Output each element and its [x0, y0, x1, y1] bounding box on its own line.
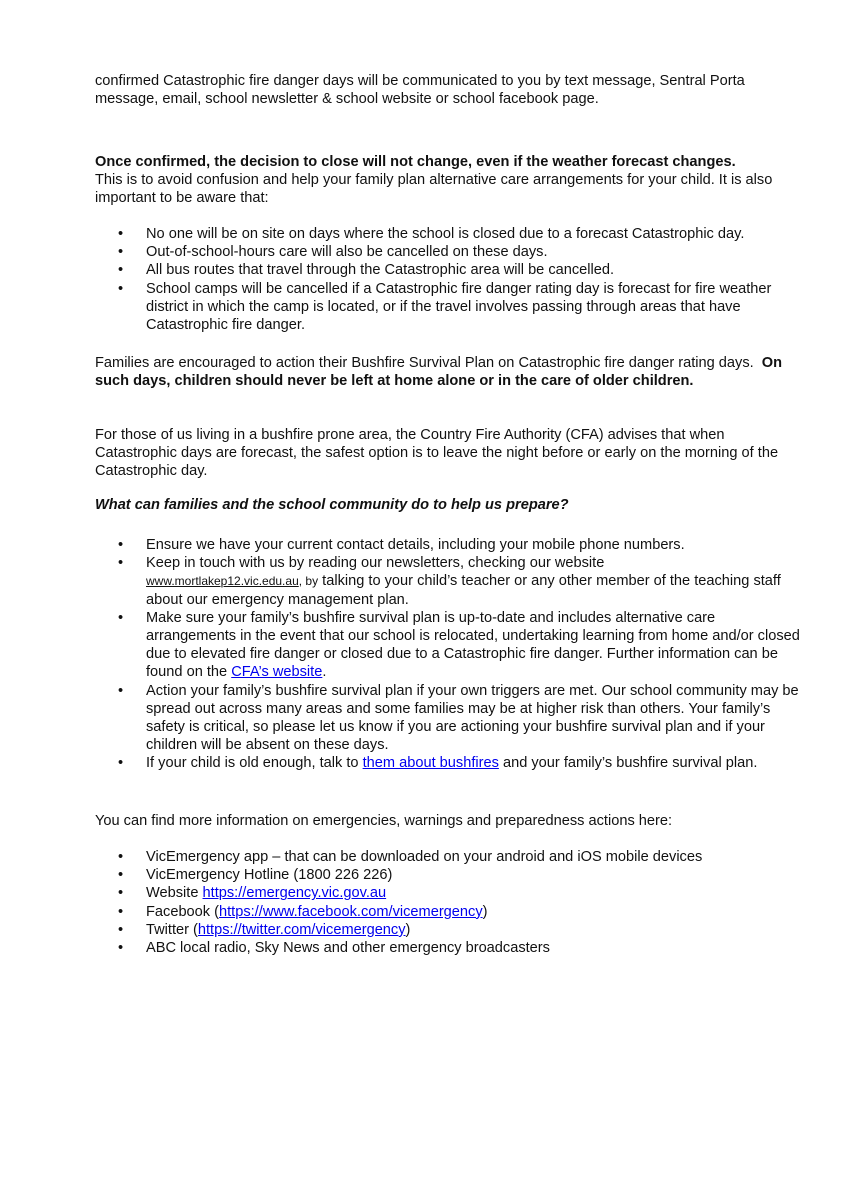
list-item: [95, 903, 807, 921]
list-item: [95, 554, 807, 609]
more-info-paragraph: You can find more information on emergencies, warnings and preparedness actions here:: [95, 813, 673, 829]
facebook-link[interactable]: https://www.facebook.com/vicemergency: [219, 903, 483, 920]
twitter-link[interactable]: https://twitter.com/vicemergency: [197, 921, 406, 938]
list-item-text: If your child is old enough, talk to: [146, 755, 359, 772]
list-item-text: and your family’s bushfire survival plan.: [502, 755, 758, 772]
list-item: • School camps will be cancelled if a Catastrophic fire danger rating day is forecast for fire weather district in which the camp is located, or if the travel involves passing through areas that have Catastrophic fire danger.: [95, 280, 807, 335]
list-item-text: Twitter (: [146, 921, 198, 938]
list-item-text: Keep in touch with us by reading our newsletters, checking our website: [146, 555, 605, 572]
school-website-link-wrap: [146, 574, 318, 588]
list-item-text: .: [322, 664, 327, 681]
list-item-text: Make sure your family’s bushfire survival plan is up-to-date and includes alternative care arrangements in the event that our school is relocated, undertaking learning from home and/or closed due to elevated fire danger or closed due to a Catastrophic fire danger. Further information can be found on the: [146, 609, 800, 681]
list-item: • Action your family’s bushfire survival plan if your own triggers are met. Our school community may be spread out across many areas and some families may be at higher risk than others. Your family’s safety is critical, so please let us know if you are actioning your bushfire survival plan and if your children will be absent on these days.: [95, 682, 807, 755]
aware-list: [95, 225, 807, 334]
list-item: [95, 921, 807, 939]
list-item-text: talking to your child’s teacher or any other member of the teaching staff about our emergency management plan.: [146, 573, 781, 608]
confirmed-paragraph: [95, 153, 807, 208]
list-item: • ABC local radio, Sky News and other emergency broadcasters: [95, 939, 807, 957]
families-text: Families are encouraged to action their Bushfire Survival Plan on Catastrophic fire danger rating days.: [95, 355, 754, 371]
list-item-text: , by: [298, 574, 319, 589]
list-item: • Ensure we have your current contact details, including your mobile phone numbers.: [95, 536, 807, 554]
resources-list: [95, 848, 807, 957]
families-paragraph: [95, 354, 807, 390]
confirmed-rest-text: This is to avoid confusion and help your family plan alternative care arrangements for your child. It is also important to be aware that:: [95, 172, 773, 207]
cfa-website-link[interactable]: CFA’s website: [231, 664, 323, 681]
bushfires-link[interactable]: them about bushfires: [362, 755, 499, 772]
cfa-paragraph: For those of us living in a bushfire prone area, the Country Fire Authority (CFA) advises that when Catastrophic days are forecast, the safest option is to leave the night before or early on the morning of the Catastrophic day.: [95, 427, 779, 480]
list-item-text: ): [405, 921, 411, 938]
list-item: [95, 884, 807, 902]
intro-paragraph: confirmed Catastrophic fire danger days will be communicated to you by text message, Sentral Porta message, email, school newsletter & school website or school facebook page.: [95, 73, 745, 108]
prepare-list: [95, 536, 807, 773]
list-item: • Out-of-school-hours care will also be cancelled on these days.: [95, 243, 807, 261]
list-item: • VicEmergency app – that can be downloaded on your android and iOS mobile devices: [95, 848, 807, 866]
list-item: • No one will be on site on days where the school is closed due to a forecast Catastrophic day.: [95, 225, 807, 243]
confirmed-bold-text: Once confirmed, the decision to close will not change, even if the weather forecast changes.: [95, 154, 736, 170]
list-item: [95, 609, 807, 682]
prepare-heading: What can families and the school community do to help us prepare?: [95, 497, 569, 513]
list-item-text: Website: [146, 885, 199, 902]
list-item-text: Facebook (: [146, 903, 220, 920]
list-item: • All bus routes that travel through the Catastrophic area will be cancelled.: [95, 261, 807, 279]
emergency-website-link[interactable]: https://emergency.vic.gov.au: [202, 885, 387, 902]
families-bold-text: On such days, children should never be left at home alone or in the care of older children.: [95, 355, 783, 390]
list-item-text: ): [482, 903, 488, 920]
school-website-link[interactable]: www.mortlakep12.vic.edu.au: [146, 574, 299, 589]
list-item: [95, 754, 807, 772]
list-item: • VicEmergency Hotline (1800 226 226): [95, 866, 807, 884]
